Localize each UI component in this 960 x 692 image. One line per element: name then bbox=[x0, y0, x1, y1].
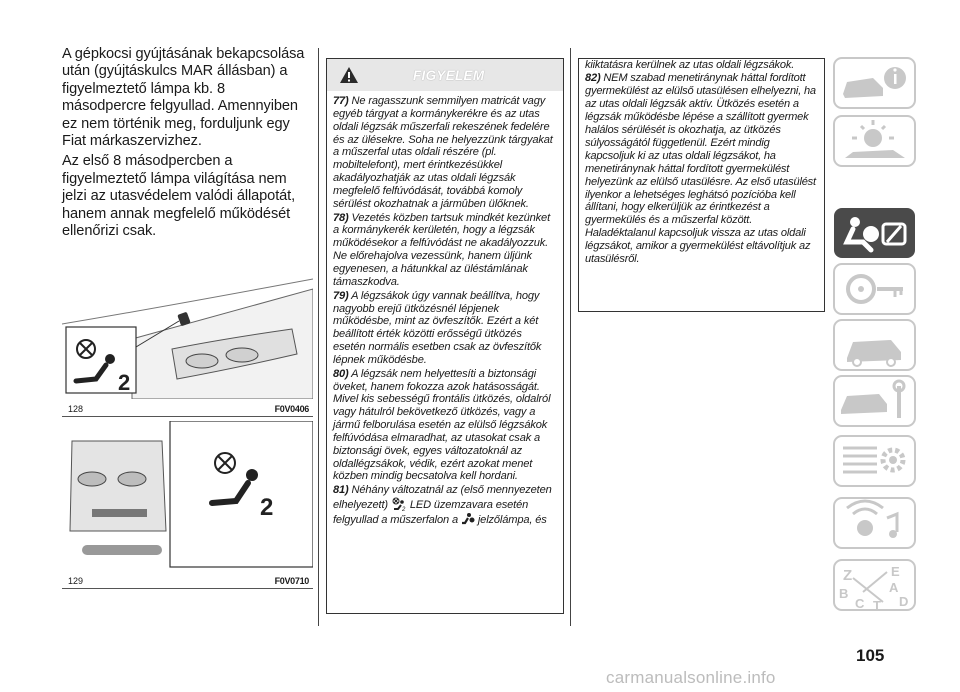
ceiling-airbag-photo bbox=[62, 269, 313, 399]
car-warning-icon bbox=[833, 318, 916, 372]
svg-text:T: T bbox=[873, 598, 881, 612]
sidebar-item-technical-data[interactable] bbox=[833, 434, 916, 488]
svg-text:2: 2 bbox=[260, 494, 274, 521]
svg-text:D: D bbox=[899, 594, 909, 609]
svg-text:E: E bbox=[891, 564, 900, 579]
roof-console-photo bbox=[62, 421, 313, 571]
warning-item: 79) A légzsákok úgy vannak beállítva, hogy nagyobb erejű ütközésnél lépjenek működésbe, mint az övfeszítők. Ezért a két beállított érték közötti erősségű ütközés esetén normális esetben csak az övfeszítők lépnek működésbe. bbox=[333, 289, 542, 366]
figure-number: 129 bbox=[68, 576, 84, 586]
page-number: 105 bbox=[856, 646, 885, 665]
airbag-warning-icon bbox=[461, 512, 475, 526]
watermark: carmanualsonline.info bbox=[606, 668, 776, 687]
warning-item: 81) Néhány változatnál az (első mennyezeten elhelyezett) 2 LED üzemzavara esetén felgyullad a műszerfalon a jelzőlámpa, és bbox=[333, 484, 552, 526]
svg-text:2: 2 bbox=[118, 370, 131, 395]
svg-text:C: C bbox=[855, 596, 865, 611]
sidebar-item-lights[interactable] bbox=[833, 114, 916, 168]
second-paragraph: Az első 8 másodpercben a figyelmeztető lámpa világítása nem jelzi az utasvédelem valódi állapotát, hanem annak megfelelő működését ellenőrizi csak. bbox=[62, 153, 296, 240]
sidebar-item-index[interactable] bbox=[833, 558, 916, 612]
warning-header bbox=[327, 59, 563, 91]
warning-item: 78) Vezetés közben tartsuk mindkét kezünket a kormánykerék kerületén, hogy a légzsák működésekor a felfúvódást ne akadályozzuk. Ne előrehajolva vezessünk, hanem üljünk egyenesen, a hátunkkal az üléstámlának támaszkodva. bbox=[333, 211, 550, 288]
left-text-column bbox=[62, 46, 312, 240]
figure-number: 128 bbox=[68, 404, 84, 414]
column-divider bbox=[318, 48, 319, 626]
warning-body bbox=[327, 91, 563, 527]
sidebar-item-safety[interactable] bbox=[833, 206, 916, 260]
figure-code: F0V0710 bbox=[274, 576, 309, 586]
car-wrench-icon bbox=[833, 374, 916, 428]
safety-airbag-icon bbox=[833, 206, 916, 260]
car-info-icon bbox=[833, 56, 916, 110]
sidebar-item-multimedia[interactable] bbox=[833, 496, 916, 550]
sidebar-item-maintenance[interactable] bbox=[833, 374, 916, 428]
warning-title: FIGYELEM bbox=[413, 68, 485, 83]
alphabet-index-icon bbox=[833, 558, 916, 612]
sidebar-item-emergency[interactable] bbox=[833, 318, 916, 372]
continuation-text: kiiktatásra kerülnek az utas oldali légzsákok. bbox=[585, 59, 795, 71]
warning-item: 82) NEM szabad menetiránynak háttal fordított gyermekülést az elülső utasülésen elhelyezni, ha az utas oldali légzsák aktív. Ütközés esetén a légzsák működésbe lépése a szállított gyermek halálos sérülését is okozhatja, az ütközés súlyosságától függetlenül. Ezért mindig kapcsoljuk ki az utas oldali légzsákot, ha menetiránynak háttal fordított gyermekülést helyezünk az elülső utasülésre. Az első utasülést ilyenkor a lehetséges leghátsó pozícióba kell állítani, hogy elkerüljük az érintkezést a gyermekülés és a műszerfal között. Haladéktalanul kapcsoljuk vissza az utas oldali légzsákot, amikor a gyermekülést eltávolítjuk az utasülésről. bbox=[585, 71, 816, 266]
warning-item: 80) A légzsák nem helyettesíti a biztonsági öveket, hanem fokozza azok hatásosságát. Mivel kis sebességű frontális ütközés, oldalról vagy hátulról bekövetkező ütközés, vagy a jármű felborulása esetén az elülső légzsákok felfúvódása elmaradhat, az utasokat csak a biztonsági övek, egyes változatoknál az oldallégzsákok, védik, ezért azokat menet közben mindig becsatolva kell hordani. bbox=[333, 367, 551, 483]
warning-item: 77) Ne ragasszunk semmilyen matricát vagy egyéb tárgyat a kormánykerékre és az utas oldali légzsák műszerfali rekeszének fedelére és az ülésekre. Soha ne helyezzünk tárgyakat a műszerfal utas oldali részére (pl. mobiltelefont), mert érintkezésükkel akadályozhatják az utas oldali légzsák megfelelő felfúvódását, továbbá komoly sérülést okozhatnak a jármûben ülőknek. bbox=[333, 95, 553, 210]
figure-128 bbox=[62, 269, 313, 417]
warning-triangle-icon bbox=[339, 66, 359, 84]
sidebar-item-start[interactable] bbox=[833, 262, 916, 316]
warning-box bbox=[326, 58, 564, 614]
figure-129 bbox=[62, 421, 313, 589]
svg-text:B: B bbox=[839, 586, 849, 601]
svg-text:Z: Z bbox=[843, 567, 853, 584]
sun-lights-icon bbox=[833, 114, 916, 168]
steering-key-icon bbox=[833, 262, 916, 316]
multimedia-icon bbox=[833, 496, 916, 550]
figure-code: F0V0406 bbox=[274, 404, 309, 414]
svg-text:2: 2 bbox=[401, 507, 406, 512]
warning-continuation-box bbox=[578, 58, 825, 312]
column-divider bbox=[570, 48, 571, 626]
intro-paragraph: A gépkocsi gyújtásának bekapcsolása után (gyújtáskulcs MAR állásban) a figyelmeztető lámpa kb. 8 másodpercre felgyullad. Amennyiben ez nem történik meg, forduljunk egy Fiat márkaszervizhez. bbox=[62, 46, 305, 150]
list-gear-icon bbox=[833, 434, 916, 488]
sidebar-item-dashboard[interactable] bbox=[833, 56, 916, 110]
passenger-airbag-off-icon bbox=[391, 497, 407, 511]
svg-text:A: A bbox=[889, 580, 899, 595]
